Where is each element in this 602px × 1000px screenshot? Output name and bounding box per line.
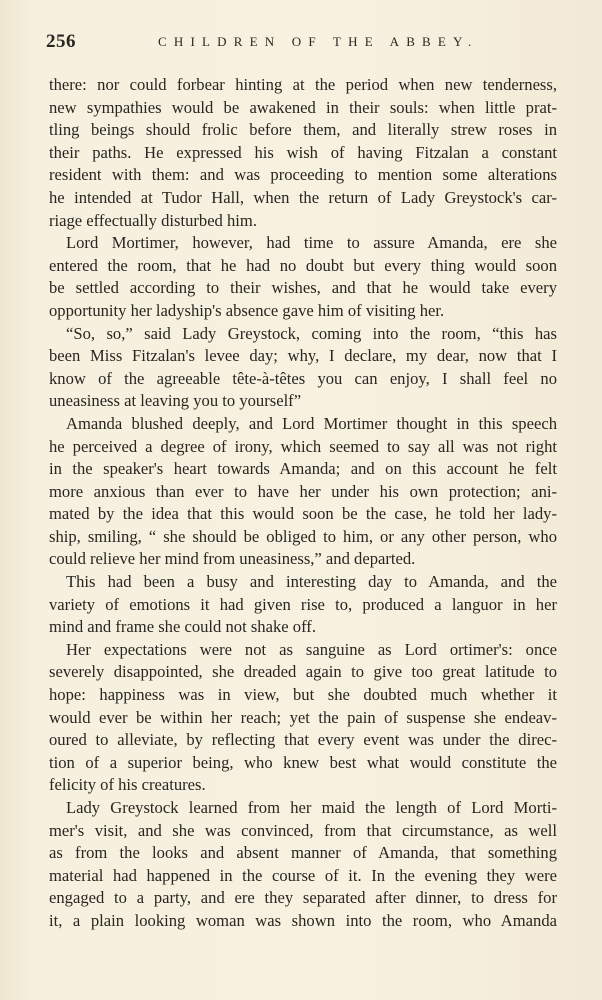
text-line: more anxious than ever to have her under his own protection; ani- [49,481,557,501]
text-line: severely disappointed, she dreaded again to give too great latitude to [49,662,557,682]
text-line: material had happened in the course of it. In the evening they were [49,865,557,885]
body-text [49,74,557,933]
text-line: riage effectually disturbed him. [49,210,257,230]
text-line: mated by the idea that this would soon be the case, he told her lady- [49,504,557,524]
text-line: “So, so,” said Lady Greystock, coming into the room, “this has [66,323,557,343]
text-line: know of the agreeable tête-à-têtes you can enjoy, I shall feel no [49,368,557,388]
text-line: it, a plain looking woman was shown into the room, who Amanda [49,910,557,930]
text-line: their paths. He expressed his wish of having Fitzalan a constant [49,142,557,162]
text-line: ship, smiling, “ she should be obliged to him, or any other person, who [49,526,557,546]
text-line: hope: happiness was in view, but she doubted much whether it [49,685,557,705]
text-line: entered the room, that he had no doubt but every thing would soon [49,255,557,275]
text-line: mer's visit, and she was convinced, from that circumstance, as well [49,820,557,840]
text-line: been Miss Fitzalan's levee day; why, I declare, my dear, now that I [49,346,557,366]
text-line: be settled according to their wishes, and that he would take every [49,278,557,298]
text-line: tion of a superior being, who knew best what would constitute the [49,752,557,772]
text-line: tling beings should frolic before them, and literally strew roses in [49,120,557,140]
text-line: he perceived a degree of irony, which seemed to say all was not right [49,436,557,456]
page-number: 256 [46,31,76,52]
text-line: resident with them: and was proceeding to mention some alterations [49,165,557,185]
text-line: he intended at Tudor Hall, when the return of Lady Greystock's car- [49,187,557,207]
text-line: Her expectations were not as sanguine as Lord ortimer's: once [66,639,557,659]
running-head [46,31,566,53]
text-line: opportunity her ladyship's absence gave him of visiting her. [49,300,445,320]
running-title: CHILDREN OF THE ABBEY. [158,34,479,49]
text-line: would ever be within her reach; yet the pain of suspense she endeav- [49,707,557,727]
text-line: could relieve her mind from uneasiness,” and departed. [49,549,416,569]
text-line: engaged to a party, and ere they separated after dinner, to dress for [49,888,557,908]
text-line: variety of emotions it had given rise to, produced a languor in her [49,594,557,614]
text-line: new sympathies would be awakened in their souls: when little prat- [49,97,557,117]
text-line: mind and frame she could not shake off. [49,617,316,637]
text-line: as from the looks and absent manner of Amanda, that something [49,843,557,863]
text-line: This had been a busy and interesting day to Amanda, and the [66,572,557,592]
text-line: there: nor could forbear hinting at the period when new tenderness, [49,75,557,94]
text-line: Lady Greystock learned from her maid the length of Lord Morti- [66,798,557,817]
text-line: in the speaker's heart towards Amanda; and on this account he felt [49,459,557,479]
text-line: Lord Mortimer, however, had time to assure Amanda, ere she [66,233,557,253]
text-line: oured to alleviate, by reflecting that every event was under the direc- [49,730,557,750]
text-line: uneasiness at leaving you to yourself” [49,391,302,411]
text-line: felicity of his creatures. [49,775,206,795]
text-line: Amanda blushed deeply, and Lord Mortimer thought in this speech [66,413,557,433]
